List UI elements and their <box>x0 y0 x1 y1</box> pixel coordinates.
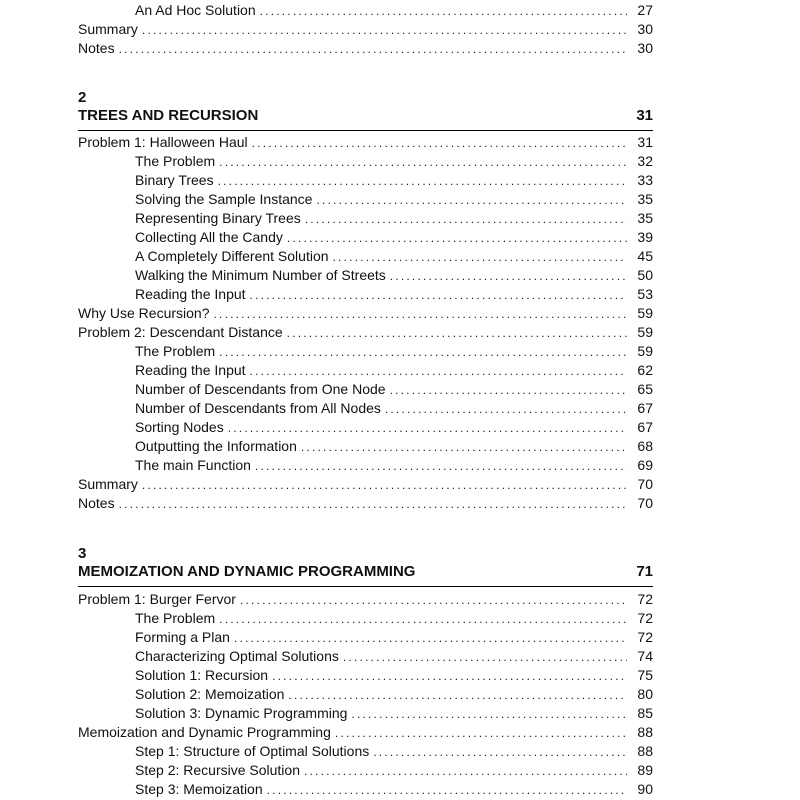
toc-entry-title: Summary <box>78 476 138 492</box>
toc-entry-page: 33 <box>637 172 653 188</box>
toc-entry <box>135 209 653 228</box>
dot-leader <box>373 743 627 762</box>
dot-leader <box>301 438 627 457</box>
toc-entry <box>78 723 653 742</box>
toc-entry <box>135 666 653 685</box>
dot-leader <box>288 686 627 705</box>
toc-entry-page: 30 <box>637 21 653 37</box>
dot-leader <box>390 381 627 400</box>
toc-entry-page: 32 <box>637 153 653 169</box>
toc-entry <box>135 361 653 380</box>
toc-entry <box>135 437 653 456</box>
toc-entry-title: Notes <box>78 495 115 511</box>
toc-entry-title: Memoization and Dynamic Programming <box>78 724 331 740</box>
toc-entry-title: Step 3: Memoization <box>135 781 263 797</box>
toc-entry-page: 72 <box>637 610 653 626</box>
dot-leader <box>316 191 627 210</box>
toc-entry <box>135 1 653 20</box>
toc-entry <box>135 399 653 418</box>
dot-leader <box>351 705 627 724</box>
toc-entry-page: 62 <box>637 362 653 378</box>
chapter-page: 31 <box>636 107 653 124</box>
dot-leader <box>218 172 627 191</box>
toc-entry <box>78 590 653 609</box>
toc-entry <box>78 304 653 323</box>
chapter-page: 71 <box>636 563 653 580</box>
chapter-heading <box>78 563 653 587</box>
toc-entry-title: The Problem <box>135 610 216 626</box>
toc-entry <box>135 609 653 628</box>
toc-entry-title: An Ad Hoc Solution <box>135 2 256 18</box>
dot-leader <box>255 457 627 476</box>
toc-entry <box>135 761 653 780</box>
toc-entry-page: 68 <box>637 438 653 454</box>
toc-entry-page: 35 <box>637 191 653 207</box>
toc-entry-page: 89 <box>637 762 653 778</box>
toc-entry-title: The Problem <box>135 343 216 359</box>
toc-entry-title: Problem 2: Descendant Distance <box>78 324 283 340</box>
dot-leader <box>228 419 627 438</box>
toc-entry-page: 67 <box>637 400 653 416</box>
toc-entry-title: Reading the Input <box>135 362 246 378</box>
toc-entry-title: Binary Trees <box>135 172 214 188</box>
toc-entry-title: Characterizing Optimal Solutions <box>135 648 339 664</box>
toc-entry-page: 50 <box>637 267 653 283</box>
toc-entry-title: The Problem <box>135 153 216 169</box>
toc-entry-page: 70 <box>637 495 653 511</box>
toc-entry <box>135 190 653 209</box>
toc-entry-page: 27 <box>637 2 653 18</box>
chapter-title: TREES AND RECURSION <box>78 107 259 124</box>
toc-entry <box>135 456 653 475</box>
toc-entry-title: Sorting Nodes <box>135 419 224 435</box>
toc-entry-title: Forming a Plan <box>135 629 230 645</box>
toc-entry-page: 90 <box>637 781 653 797</box>
toc-entry-page: 35 <box>637 210 653 226</box>
toc-entry <box>135 780 653 799</box>
toc-entry-page: 31 <box>637 134 653 150</box>
toc-entry <box>135 685 653 704</box>
dot-leader <box>304 762 627 781</box>
dot-leader <box>250 286 627 305</box>
dot-leader <box>260 2 627 21</box>
toc-entry-title: Representing Binary Trees <box>135 210 301 226</box>
toc-entry-page: 69 <box>637 457 653 473</box>
toc-entry <box>135 742 653 761</box>
toc-entry <box>78 20 653 39</box>
dot-leader <box>390 267 627 286</box>
toc-entry <box>135 247 653 266</box>
toc-entry <box>135 152 653 171</box>
toc-entry-title: Solution 1: Recursion <box>135 667 269 683</box>
toc-entry-title: Step 1: Structure of Optimal Solutions <box>135 743 370 759</box>
dot-leader <box>119 495 627 514</box>
toc-entry-page: 59 <box>637 324 653 340</box>
toc-entry <box>135 285 653 304</box>
toc-entry <box>78 494 653 513</box>
dot-leader <box>250 362 627 381</box>
dot-leader <box>272 667 627 686</box>
dot-leader <box>234 629 627 648</box>
toc-entry-title: Problem 1: Burger Fervor <box>78 591 236 607</box>
toc-entry-title: Notes <box>78 40 115 56</box>
dot-leader <box>267 781 627 800</box>
dot-leader <box>385 400 627 419</box>
chapter-number: 3 <box>78 545 87 562</box>
dot-leader <box>240 591 627 610</box>
toc-entry-page: 67 <box>637 419 653 435</box>
toc-entry-page: 72 <box>637 591 653 607</box>
toc-entry <box>78 133 653 152</box>
toc-entry-title: Number of Descendants from One Node <box>135 381 386 397</box>
dot-leader <box>287 229 627 248</box>
toc-entry-page: 30 <box>637 40 653 56</box>
dot-leader <box>142 476 627 495</box>
toc-entry-title: The main Function <box>135 457 251 473</box>
dot-leader <box>335 724 627 743</box>
dot-leader <box>333 248 627 267</box>
toc-entry-page: 53 <box>637 286 653 302</box>
toc-entry-page: 88 <box>637 724 653 740</box>
toc-entry <box>135 342 653 361</box>
toc-entry-page: 80 <box>637 686 653 702</box>
toc-entry <box>78 39 653 58</box>
toc-entry-page: 45 <box>637 248 653 264</box>
toc-entry-title: Solution 3: Dynamic Programming <box>135 705 348 721</box>
toc-entry-page: 74 <box>637 648 653 664</box>
toc-entry-title: Walking the Minimum Number of Streets <box>135 267 386 283</box>
toc-entry-title: Collecting All the Candy <box>135 229 283 245</box>
toc-entry <box>135 418 653 437</box>
toc-entry-page: 72 <box>637 629 653 645</box>
chapter-heading <box>78 107 653 131</box>
dot-leader <box>119 40 627 59</box>
toc-entry <box>135 647 653 666</box>
toc-entry-page: 39 <box>637 229 653 245</box>
toc-entry <box>135 380 653 399</box>
toc-entry-title: Problem 1: Halloween Haul <box>78 134 248 150</box>
toc-entry-title: A Completely Different Solution <box>135 248 329 264</box>
chapter-title: MEMOIZATION AND DYNAMIC PROGRAMMING <box>78 563 416 580</box>
toc-entry-page: 85 <box>637 705 653 721</box>
dot-leader <box>219 343 627 362</box>
toc-entry <box>135 266 653 285</box>
toc-entry-title: Outputting the Information <box>135 438 297 454</box>
toc-entry-page: 59 <box>637 343 653 359</box>
toc-entry-title: Solution 2: Memoization <box>135 686 285 702</box>
chapter-number: 2 <box>78 89 87 106</box>
toc-entry <box>135 628 653 647</box>
dot-leader <box>214 305 628 324</box>
toc-entry <box>78 323 653 342</box>
toc-entry-title: Number of Descendants from All Nodes <box>135 400 381 416</box>
toc-entry-page: 88 <box>637 743 653 759</box>
dot-leader <box>252 134 627 153</box>
dot-leader <box>142 21 627 40</box>
toc-entry-page: 59 <box>637 305 653 321</box>
toc-entry <box>135 171 653 190</box>
dot-leader <box>219 153 627 172</box>
dot-leader <box>287 324 627 343</box>
toc-entry-page: 70 <box>637 476 653 492</box>
toc-entry <box>78 475 653 494</box>
toc-entry <box>135 704 653 723</box>
toc-entry-title: Why Use Recursion? <box>78 305 210 321</box>
toc-entry <box>135 228 653 247</box>
toc-entry-page: 75 <box>637 667 653 683</box>
dot-leader <box>305 210 627 229</box>
toc-entry-page: 65 <box>637 381 653 397</box>
dot-leader <box>219 610 627 629</box>
toc-entry-title: Solving the Sample Instance <box>135 191 313 207</box>
toc-entry-title: Step 2: Recursive Solution <box>135 762 300 778</box>
toc-entry-title: Reading the Input <box>135 286 246 302</box>
dot-leader <box>343 648 627 667</box>
toc-entry-title: Summary <box>78 21 138 37</box>
